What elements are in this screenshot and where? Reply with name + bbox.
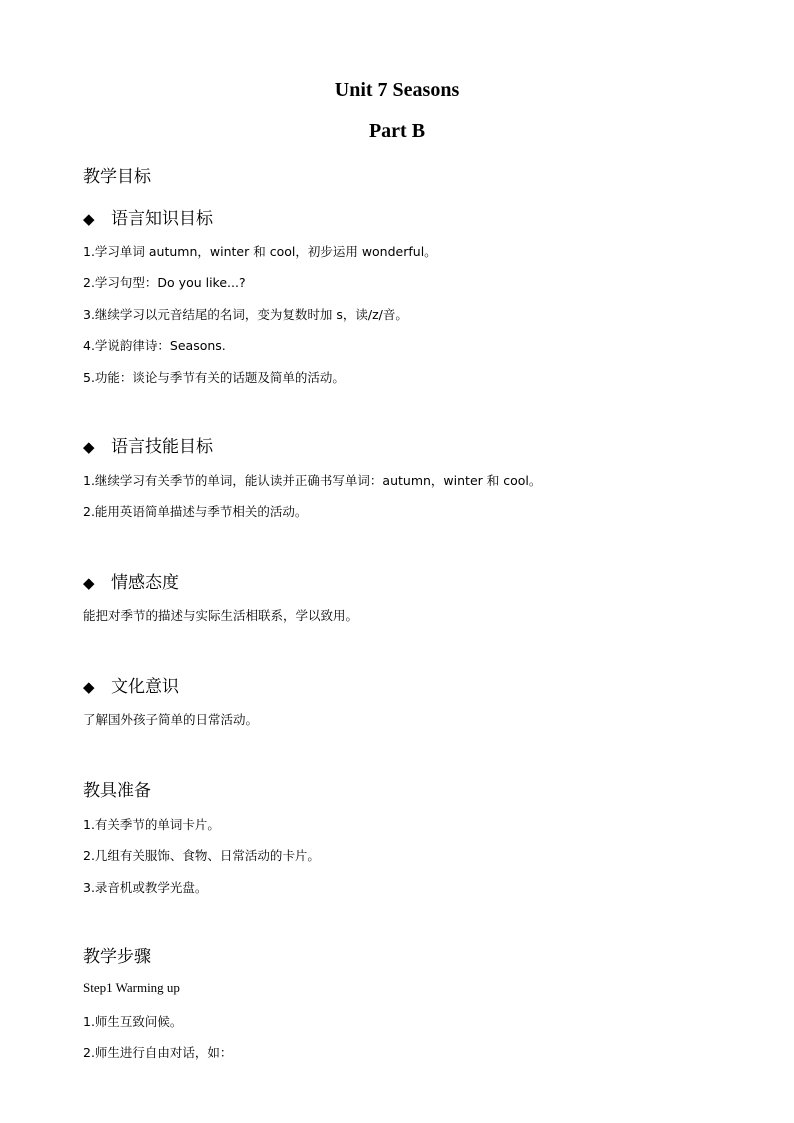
attitude-text: 能把对季节的描述与实际生活相联系，学以致用。 (83, 608, 359, 623)
skills-item: 2.能用英语简单描述与季节相关的活动。 (83, 504, 308, 519)
objectives-heading: 教学目标 (83, 167, 151, 187)
knowledge-item: 5.功能：谈论与季节有关的话题及简单的活动。 (83, 370, 345, 385)
knowledge-item: 1.学习单词 autumn，winter 和 cool，初步运用 wonderful。 (83, 244, 437, 259)
skills-heading-text: 语言技能目标 (111, 437, 213, 457)
knowledge-heading-text: 语言知识目标 (111, 209, 213, 229)
skills-heading (83, 432, 213, 457)
knowledge-item: 3.继续学习以元音结尾的名词，变为复数时加 s，读/z/音。 (83, 307, 408, 322)
page-title: Unit 7 Seasons (334, 79, 460, 101)
skills-item: 1.继续学习有关季节的单词，能认读并正确书写单词：autumn，winter 和 cool。 (83, 473, 542, 488)
diamond-bullet-icon: ◆ (83, 574, 95, 592)
knowledge-item: 4.学说韵律诗：Seasons. (83, 338, 226, 353)
page-subtitle: Part B (368, 120, 426, 142)
steps-item: 2.师生进行自由对话，如： (83, 1045, 233, 1060)
culture-heading-text: 文化意识 (111, 677, 179, 697)
steps-item: 1.师生互致问候。 (83, 1014, 183, 1029)
culture-heading (83, 672, 179, 697)
culture-text: 了解国外孩子简单的日常活动。 (83, 712, 259, 727)
steps-heading: 教学步骤 (83, 947, 151, 967)
knowledge-heading (83, 204, 213, 229)
diamond-bullet-icon: ◆ (83, 210, 95, 228)
attitude-heading-text: 情感态度 (111, 573, 179, 593)
step1-label: Step1 Warming up (83, 980, 180, 995)
materials-heading: 教具准备 (83, 781, 151, 801)
diamond-bullet-icon: ◆ (83, 678, 95, 696)
knowledge-item: 2.学习句型：Do you like...? (83, 275, 246, 290)
materials-item: 3.录音机或教学光盘。 (83, 880, 208, 895)
materials-item: 1.有关季节的单词卡片。 (83, 817, 220, 832)
attitude-heading (83, 568, 179, 593)
diamond-bullet-icon: ◆ (83, 438, 95, 456)
materials-item: 2.几组有关服饰、食物、日常活动的卡片。 (83, 848, 320, 863)
